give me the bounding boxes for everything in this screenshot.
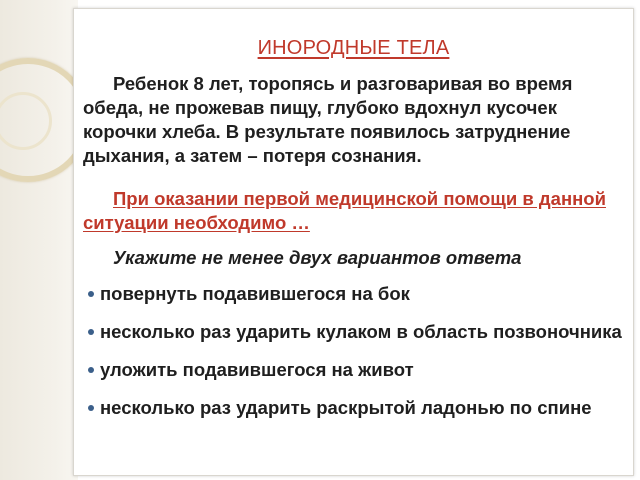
answer-hint: Укажите не менее двух вариантов ответа	[113, 247, 522, 268]
answer-option-label: уложить подавившегося на живот	[100, 359, 414, 380]
question-text-label: При оказании первой медицинской помощи в данной ситуации необходимо …	[83, 188, 606, 233]
question-text	[83, 187, 628, 235]
answer-option[interactable]	[88, 358, 628, 382]
bullet-dot-icon	[88, 367, 94, 373]
answer-option[interactable]	[88, 282, 628, 306]
bullet-dot-icon	[88, 291, 94, 297]
slide-title-text: ИНОРОДНЫЕ ТЕЛА	[257, 37, 450, 59]
answer-option[interactable]	[88, 396, 628, 420]
answer-option-label: повернуть подавившегося на бок	[100, 283, 410, 304]
answer-option-label: несколько раз ударить кулаком в область позвоночника	[100, 321, 622, 342]
bullet-dot-icon	[88, 405, 94, 411]
side-panel-decoration	[0, 0, 78, 480]
slide-title	[74, 37, 633, 60]
content-frame	[73, 8, 634, 476]
answer-option-label: несколько раз ударить раскрытой ладонью по спине	[100, 397, 592, 418]
answer-option[interactable]	[88, 320, 628, 344]
answer-options-list	[88, 282, 628, 434]
bullet-dot-icon	[88, 329, 94, 335]
scenario-text: Ребенок 8 лет, торопясь и разговаривая во время обеда, не прожевав пищу, глубоко вдохнул кусочек корочки хлеба. В результате появилось затруднение дыхания, а затем – потеря сознания.	[83, 73, 573, 166]
